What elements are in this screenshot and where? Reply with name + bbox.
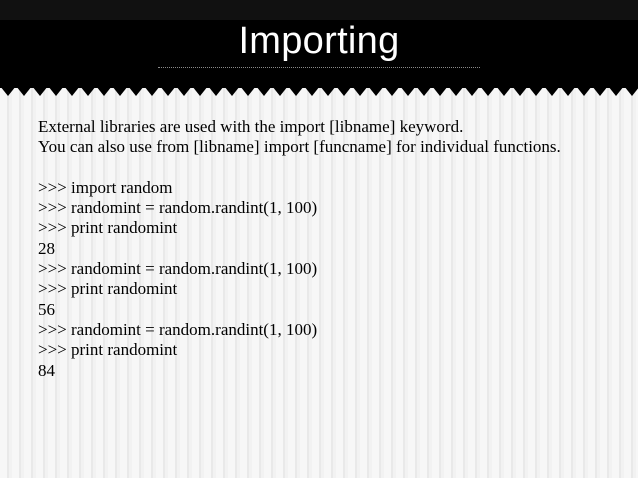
- body-line: External libraries are used with the import [libname] keyword.: [38, 117, 464, 136]
- slide-title: Importing: [238, 20, 400, 62]
- code-output: 84: [38, 360, 55, 380]
- code-line: >>> print randomint: [38, 218, 178, 238]
- zigzag-border: [0, 86, 638, 100]
- body-line: You can also use from [libname] import [funcname] for individual functions.: [38, 137, 561, 157]
- code-line: >>> print randomint: [38, 279, 178, 299]
- code-line: >>> print randomint: [38, 340, 178, 360]
- code-line: >>> randomint = random.randint(1, 100): [38, 198, 318, 218]
- title-bar: [0, 0, 638, 88]
- top-strip: [0, 0, 638, 20]
- title-dotted-underline: [158, 67, 480, 68]
- code-line: >>> import random: [38, 177, 173, 197]
- code-output: 28: [38, 238, 55, 258]
- slide-body: [38, 117, 628, 381]
- code-output: 56: [38, 299, 55, 319]
- code-line: >>> randomint = random.randint(1, 100): [38, 259, 318, 279]
- body-line: [38, 158, 628, 178]
- code-line: >>> randomint = random.randint(1, 100): [38, 319, 318, 339]
